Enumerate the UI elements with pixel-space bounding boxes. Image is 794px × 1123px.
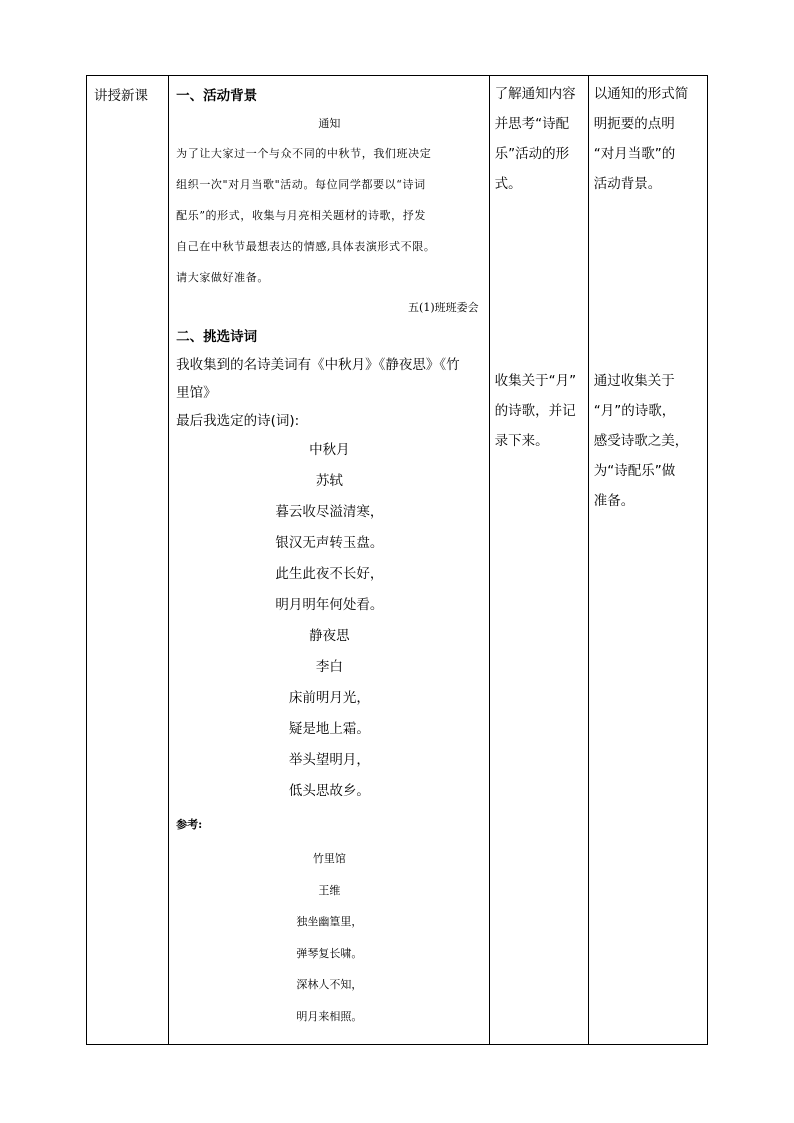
- lesson-table: [86, 75, 708, 1045]
- stage-cell: [87, 76, 169, 1045]
- poem-line: 明月明年何处看。: [275, 597, 384, 613]
- text-line: “对月当歌”的: [593, 146, 676, 162]
- poem-line: 此生此夜不长好，: [275, 566, 384, 582]
- teaching-content-cell: [169, 76, 490, 1045]
- text-line: 乐”活动的形: [494, 146, 570, 162]
- poem-line: 弹琴复长啸。: [296, 946, 363, 960]
- poem-line: 独坐幽篁里，: [296, 915, 363, 928]
- poem-zhongqiuyue: [176, 435, 483, 621]
- poem-title: 静夜思: [309, 628, 350, 644]
- notice-body: [176, 138, 483, 293]
- text-line: 感受诗歌之美，: [593, 433, 689, 449]
- design-intent-cell: [588, 76, 707, 1045]
- text-line: 录下来。: [494, 433, 549, 449]
- poem-line: 举头望明月，: [288, 752, 370, 768]
- notice-line: 请大家做好准备。: [176, 271, 269, 284]
- reference-label: 参考:: [176, 818, 203, 831]
- paragraph-line: 我收集到的名诗美词有《中秋月》《静夜思》《竹: [176, 357, 460, 373]
- poem-line: 明月来相照。: [296, 1009, 363, 1023]
- poem-line: 低头思故乡。: [288, 783, 370, 799]
- poem-zhuliguan: [176, 843, 483, 1032]
- section-heading-select-poems: 二、挑选诗词: [176, 329, 258, 345]
- collected-poems-text: [176, 351, 483, 435]
- text-line: 以通知的形式简: [593, 86, 689, 102]
- notice-line: 为了让大家过一个与众不同的中秋节，我们班决定: [176, 147, 432, 160]
- poem-line: 床前明月光，: [288, 690, 370, 706]
- notice-line: 配乐”的形式，收集与月亮相关题材的诗歌，抒发: [176, 209, 426, 222]
- design-intent-block: [594, 366, 703, 516]
- notice-line: 组织一次"对月当歌"活动。每位同学都要以“诗词: [176, 178, 426, 191]
- poem-author: 苏轼: [315, 473, 343, 489]
- poem-line: 疑是地上霜。: [288, 721, 370, 737]
- design-intent-block: [594, 79, 703, 199]
- table-row: [87, 76, 708, 1045]
- poem-line: 银汉无声转玉盘。: [275, 535, 384, 551]
- student-activity-cell: [489, 76, 588, 1045]
- text-line: 明扼要的点明: [593, 116, 675, 132]
- text-line: 收集关于“月”: [494, 373, 577, 389]
- text-line: 为“诗配乐”做: [593, 463, 676, 479]
- notice-signature: 五(1)班班委会: [408, 301, 479, 314]
- poem-title: 中秋月: [309, 442, 350, 458]
- text-line: 准备。: [593, 493, 635, 509]
- text-line: 活动背景。: [593, 176, 662, 192]
- paragraph-line: 里馆》: [176, 385, 217, 401]
- text-line: 式。: [494, 176, 522, 192]
- notice-title: 通知: [318, 117, 341, 130]
- text-line: “月”的诗歌，: [593, 403, 676, 419]
- stage-label: 讲授新课: [94, 88, 148, 104]
- notice-line: 自己在中秋节最想表达的情感,具体表演形式不限。: [176, 240, 436, 253]
- text-line: 通过收集关于: [593, 373, 675, 389]
- poem-title: 竹里馆: [312, 852, 346, 865]
- text-line: 的诗歌，并记: [494, 403, 576, 419]
- text-line: 了解通知内容: [494, 86, 576, 102]
- student-activity-block: [495, 366, 584, 456]
- poem-author: 王维: [318, 883, 341, 897]
- section-heading-background: 一、活动背景: [176, 88, 258, 104]
- text-line: 并思考“诗配: [494, 116, 570, 132]
- student-activity-block: [495, 79, 584, 199]
- chosen-label: 最后我选定的诗(词):: [176, 413, 300, 429]
- poem-line: 深林人不知，: [296, 978, 363, 991]
- poem-line: 暮云收尽溢清寒，: [275, 504, 384, 520]
- poem-jingyesi: [176, 621, 483, 807]
- poem-author: 李白: [315, 659, 343, 675]
